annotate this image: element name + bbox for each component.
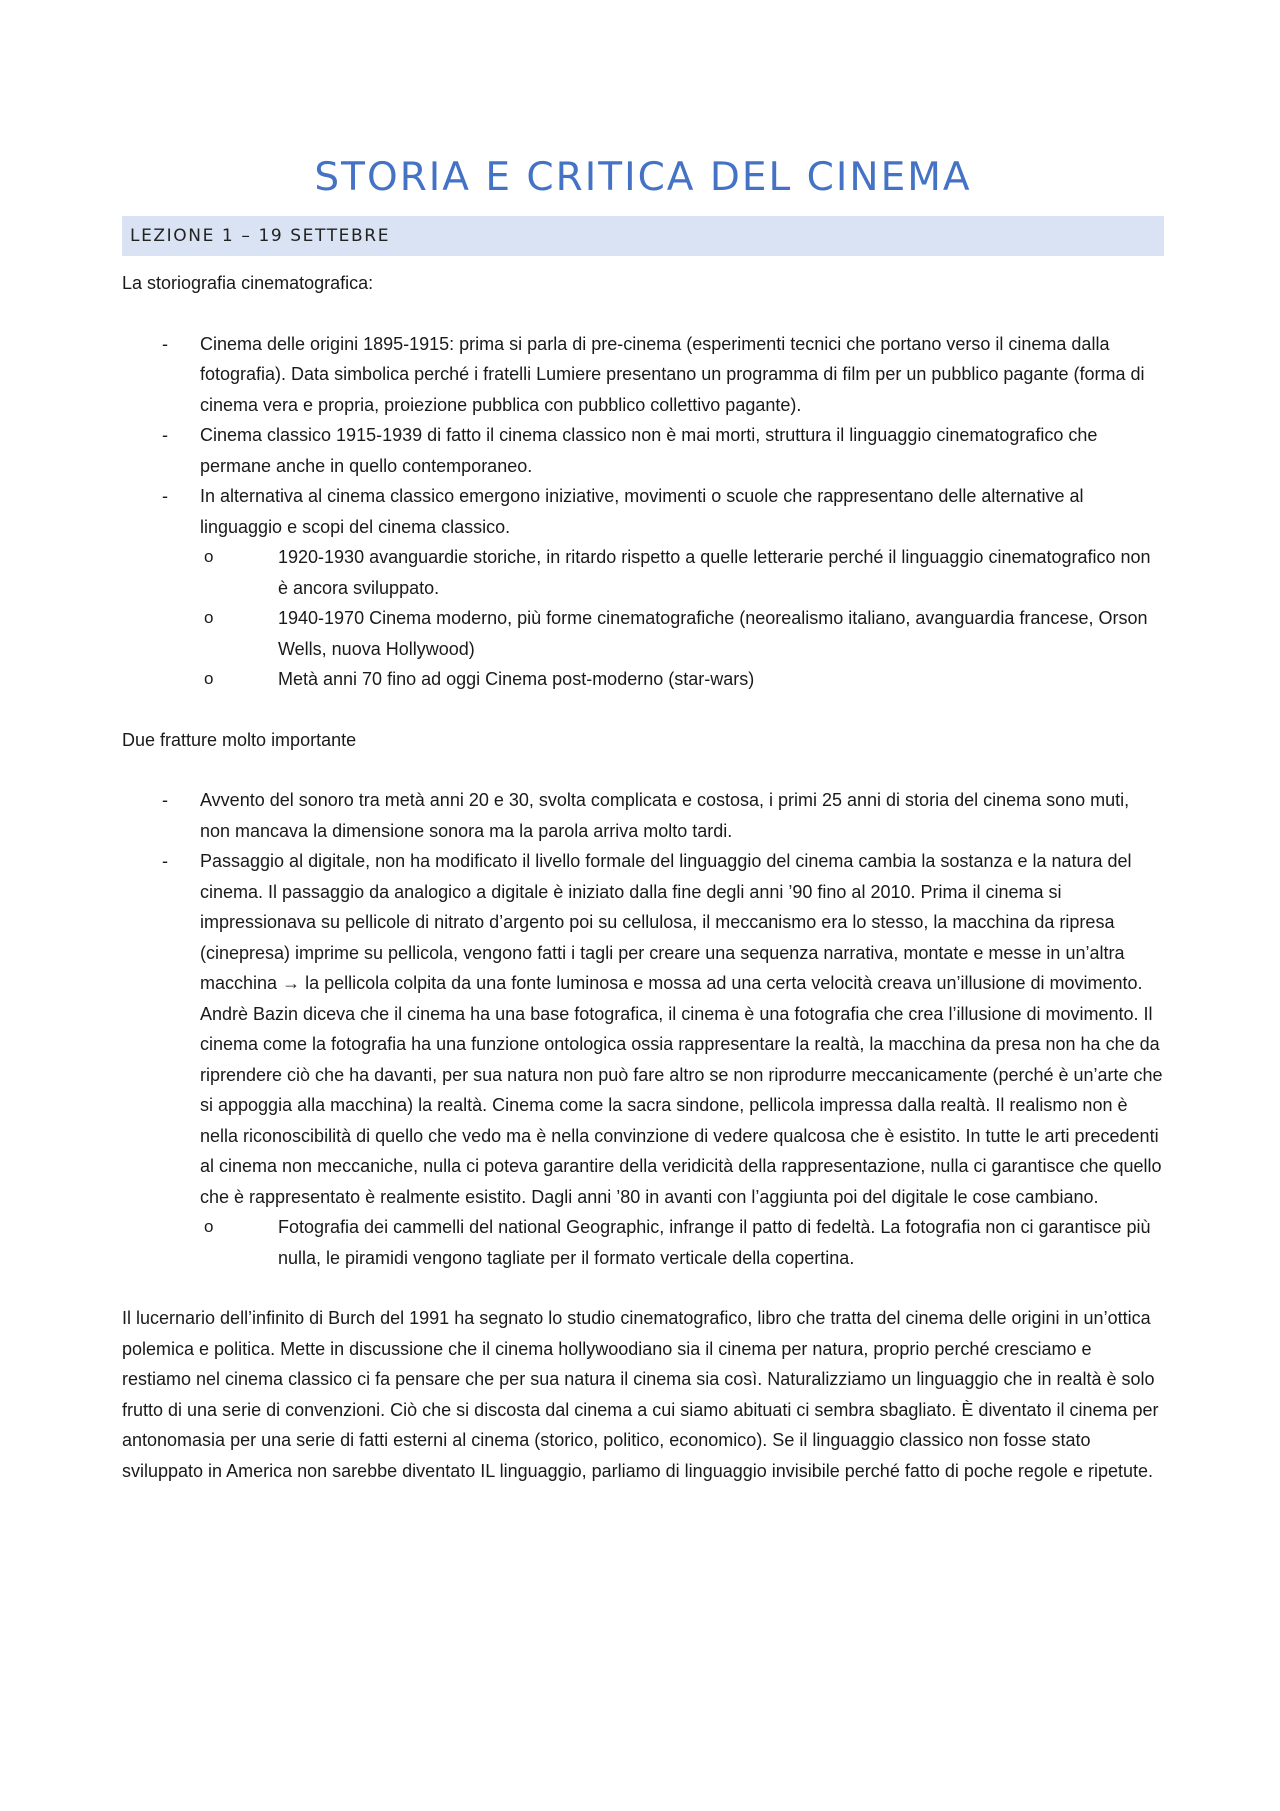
fractures-heading: Due fratture molto importante — [122, 729, 357, 750]
list-item — [122, 785, 1164, 846]
list-item — [122, 329, 1164, 421]
circle-bullet: o — [204, 669, 214, 688]
list-item-text: In alternativa al cinema classico emergono iniziative, movimenti o scuole che rappresentano delle alternative al linguaggio e scopi del cinema classico. — [200, 486, 1084, 537]
sublist-item — [200, 603, 1164, 664]
periods-list — [122, 329, 1164, 695]
sublist-item — [200, 1212, 1164, 1273]
intro-paragraph: La storiografia cinematografica: — [122, 273, 374, 293]
digital-sublist — [200, 1212, 1164, 1273]
dash-bullet: - — [162, 851, 168, 871]
list-item-text: Cinema delle origini 1895-1915: prima si parla di pre-cinema (esperimenti tecnici che portano verso il cinema dalla fotografia). Data simbolica perché i fratelli Lumiere presentano un programma di film per un pubblico pagante (forma di cinema vera e propria, proiezione pubblica con pubblico collettivo pagante). — [200, 333, 1145, 415]
sublist-item — [200, 664, 1164, 695]
dash-bullet: - — [162, 425, 168, 445]
list-item — [122, 481, 1164, 695]
list-item-text-part2: la pellicola colpita da una fonte luminosa e mossa ad una certa velocità creava un’illusione di movimento. Andrè Bazin diceva che il cinema ha una base fotografica, il cinema è una fotografia che crea l’illusione di movimento. Il cinema come la fotografia ha una funzione ontologica ossia rappresentare la realtà, la macchina da presa non ha che da riprendere ciò che ha davanti, per sua natura non può fare altro se non riprodurre meccanicamente (perché è un’arte che si appoggia alla macchina) la realtà. Cinema come la sacra sindone, pellicola impressa dalla realtà. Il realismo non è nella riconoscibilità di quello che vedo ma è nella convinzione di vedere qualcosa che è esistito. In tutte le arti precedenti al cinema non meccaniche, nulla ci poteva garantire della veridicità della rappresentazione, nulla ci garantisce che quello che è rappresentato è realmente esistito. Dagli anni ’80 in avanti con l’aggiunta poi del digitale le cose cambiano. — [200, 973, 1163, 1207]
list-item-text: Cinema classico 1915-1939 di fatto il cinema classico non è mai morti, struttura il linguaggio cinematografico che permane anche in quello contemporaneo. — [200, 425, 1098, 476]
sublist-item-text: 1940-1970 Cinema moderno, più forme cinematografiche (neorealismo italiano, avanguardia francese, Orson Wells, nuova Hollywood) — [278, 608, 1148, 659]
dash-bullet: - — [162, 486, 168, 506]
document-body — [122, 148, 1164, 1486]
sublist-item — [200, 542, 1164, 603]
circle-bullet: o — [204, 547, 214, 566]
lesson-heading: LEZIONE 1 – 19 SETTEBRE — [122, 216, 1164, 256]
list-item-text-part1: Passaggio al digitale, non ha modificato il livello formale del linguaggio del cinema cambia la sostanza e la natura del cinema. Il passaggio da analogico a digitale è iniziato dalla fine degli anni ’90 fino al 2010. Prima il cinema si impressionava su pellicole di nitrato d’argento poi su cellulosa, il meccanismo era lo stesso, la macchina da ripresa (cinepresa) imprime su pellicola, vengono fatti i tagli per creare una sequenza narrativa, montate e messe in un’altra macchina — [200, 851, 1132, 993]
right-arrow-icon: → — [282, 973, 301, 993]
alternatives-sublist — [200, 542, 1164, 695]
list-item — [122, 420, 1164, 481]
sublist-item-text: 1920-1930 avanguardie storiche, in ritardo rispetto a quelle letterarie perché il linguaggio cinematografico non è ancora sviluppato. — [278, 547, 1151, 598]
sublist-item-text: Fotografia dei cammelli del national Geographic, infrange il patto di fedeltà. La fotografia non ci garantisce più nulla, le piramidi vengono tagliate per il formato verticale della copertina. — [278, 1217, 1151, 1268]
list-item-text: Avvento del sonoro tra metà anni 20 e 30, svolta complicata e costosa, i primi 25 anni di storia del cinema sono muti, non mancava la dimensione sonora ma la parola arriva molto tardi. — [200, 790, 1130, 841]
dash-bullet: - — [162, 333, 168, 354]
sublist-item-text: Metà anni 70 fino ad oggi Cinema post-moderno (star-wars) — [278, 669, 755, 689]
list-item — [122, 846, 1164, 1273]
dash-bullet: - — [162, 790, 168, 810]
fractures-list — [122, 785, 1164, 1273]
closing-paragraph: Il lucernario dell’infinito di Burch del 1991 ha segnato lo studio cinematografico, libro che tratta del cinema delle origini in un’ottica polemica e politica. Mette in discussione che il cinema hollywoodiano sia il cinema per natura, proprio perché cresciamo e restiamo nel cinema classico ci fa pensare che per sua natura il cinema sia così. Naturalizziamo un linguaggio che in realtà è solo frutto di una serie di convenzioni. Ciò che si discosta dal cinema a cui siamo abituati ci sembra sbagliato. È diventato il cinema per antonomasia per una serie di fatti esterni al cinema (storico, politico, economico). Se il linguaggio classico non fosse stato sviluppato in America non sarebbe diventato IL linguaggio, parliamo di linguaggio invisibile perché fatto di poche regole e ripetute. — [122, 1308, 1159, 1481]
circle-bullet: o — [204, 608, 214, 627]
circle-bullet: o — [204, 1217, 214, 1236]
document-title: STORIA E CRITICA DEL CINEMA — [314, 155, 972, 200]
